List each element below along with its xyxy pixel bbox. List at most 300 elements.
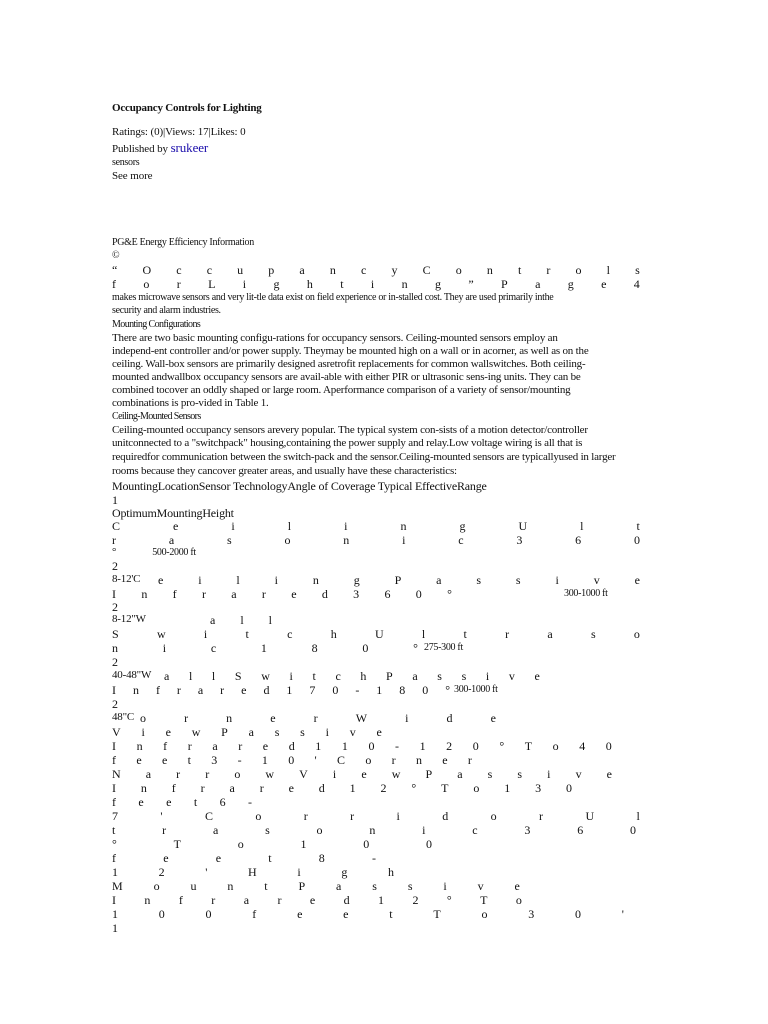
table-line-prefix: 8-12"W <box>112 613 146 625</box>
glyph: S <box>234 669 242 683</box>
table-line-prefix: 8-12'C <box>112 573 141 585</box>
glyph: e <box>291 587 297 601</box>
glyph: t <box>463 627 467 641</box>
paragraph-line: independ-ent controller and/or power supply. Theymay be mounted high on a wall or in acorner, as well as on the <box>112 345 589 357</box>
glyph: s <box>372 879 377 893</box>
glyph: f <box>171 781 176 795</box>
glyph: 0 <box>472 739 479 753</box>
glyph: o <box>473 781 480 795</box>
glyph: e <box>241 683 247 697</box>
glyph: V <box>112 725 121 739</box>
glyph: w <box>391 767 401 781</box>
glyph: i <box>402 533 406 547</box>
glyph: s <box>590 627 596 641</box>
glyph: e <box>490 711 496 725</box>
glyph: 8 <box>318 851 325 865</box>
table-line <box>112 879 520 893</box>
glyph: 1 <box>286 683 293 697</box>
glyph: 3 <box>516 533 523 547</box>
glyph: P <box>221 725 228 739</box>
glyph: n <box>112 641 118 655</box>
glyph: n <box>329 263 336 277</box>
table-line <box>112 739 612 753</box>
glyph: O <box>142 263 152 277</box>
paragraph-line: mounted andwallbox occupancy sensors are avail-able with either PIR or ultrasonic sens-ing units. They can be <box>112 371 581 383</box>
glyph: T <box>480 893 488 907</box>
table-line <box>112 907 624 921</box>
org-line: PG&E Energy Efficiency Information <box>112 237 254 248</box>
glyph: o <box>234 767 241 781</box>
range-value: 500-2000 ft <box>152 547 196 558</box>
glyph: n <box>401 277 408 291</box>
glyph: i <box>332 767 337 781</box>
glyph: e <box>166 795 172 809</box>
glyph: a <box>197 683 204 697</box>
glyph: r <box>187 739 192 753</box>
glyph: h <box>387 865 394 879</box>
glyph: g <box>434 277 441 291</box>
table-line: 1 <box>112 921 118 935</box>
glyph: o <box>575 263 582 277</box>
glyph: n <box>144 893 151 907</box>
glyph: o <box>490 809 497 823</box>
glyph: i <box>162 641 167 655</box>
glyph: r <box>184 711 189 725</box>
glyph: t <box>312 669 316 683</box>
glyph: ' <box>205 865 208 879</box>
glyph: s <box>461 669 467 683</box>
glyph: ° <box>411 781 417 795</box>
glyph: P <box>394 573 402 587</box>
glyph: 1 <box>504 781 511 795</box>
glyph: P <box>298 879 306 893</box>
glyph: 0 <box>633 533 640 547</box>
glyph: r <box>261 587 266 601</box>
glyph: 0 <box>332 683 339 697</box>
document-title: Occupancy Controls for Lighting <box>112 102 262 114</box>
glyph: w <box>261 669 270 683</box>
glyph: 1 <box>378 893 385 907</box>
glyph: r <box>205 767 210 781</box>
glyph: e <box>173 519 179 533</box>
table-line: 2 <box>112 697 118 711</box>
glyph: ” <box>468 277 474 291</box>
glyph: h <box>330 627 337 641</box>
glyph: t <box>636 519 640 533</box>
glyph: l <box>240 613 244 627</box>
glyph: U <box>374 627 384 641</box>
glyph: t <box>187 753 191 767</box>
glyph: d <box>446 711 453 725</box>
glyph: n <box>226 711 233 725</box>
paragraph-line: security and alarm industries. <box>112 305 221 316</box>
glyph: I <box>112 587 116 601</box>
glyph: 0 <box>425 837 432 851</box>
table-line <box>112 753 472 767</box>
glyph: 1 <box>315 739 322 753</box>
glyph: 0 <box>368 739 375 753</box>
glyph: r <box>211 893 216 907</box>
glyph: n <box>369 823 376 837</box>
glyph: i <box>274 573 278 587</box>
glyph: f <box>172 587 177 601</box>
glyph: - <box>355 683 360 697</box>
glyph: a <box>547 627 553 641</box>
glyph: f <box>163 739 168 753</box>
glyph: 0 <box>422 683 429 697</box>
glyph: ° <box>445 683 450 697</box>
glyph: h <box>306 277 313 291</box>
glyph: c <box>176 263 182 277</box>
quote-line-2 <box>112 277 640 291</box>
glyph: d <box>442 809 449 823</box>
glyph: w <box>156 627 166 641</box>
glyph: n <box>132 683 139 697</box>
glyph: l <box>268 613 272 627</box>
glyph: a <box>212 823 219 837</box>
glyph: ' <box>314 753 317 767</box>
publisher-line <box>112 140 208 156</box>
glyph: U <box>518 519 528 533</box>
glyph: d <box>318 781 325 795</box>
glyph: p <box>268 263 275 277</box>
glyph: a <box>210 613 216 627</box>
glyph: r <box>201 587 206 601</box>
glyph: 1 <box>112 907 118 921</box>
glyph: P <box>386 669 393 683</box>
glyph: a <box>248 725 254 739</box>
glyph: e <box>514 879 520 893</box>
section-heading-ceiling: Ceiling-Mounted Sensors <box>112 411 201 422</box>
table-line <box>164 669 540 683</box>
degree-mark: ° <box>112 546 117 558</box>
glyph: e <box>165 725 171 739</box>
glyph: s <box>635 263 640 277</box>
glyph: s <box>517 767 523 781</box>
glyph: S <box>112 627 119 641</box>
glyph: r <box>238 739 243 753</box>
glyph: e <box>343 907 349 921</box>
glyph: v <box>593 573 600 587</box>
glyph: e <box>136 753 142 767</box>
glyph: 1 <box>376 683 383 697</box>
glyph: H <box>248 865 257 879</box>
glyph: I <box>112 893 116 907</box>
glyph: r <box>176 767 181 781</box>
glyph: 2 <box>446 739 453 753</box>
paragraph-line: requiredfor communication between the switch-pack and the sensor.Ceiling-mounted sensors are typicallyused in larger <box>112 451 616 463</box>
glyph: o <box>552 739 559 753</box>
glyph: - <box>247 795 252 809</box>
glyph: V <box>299 767 308 781</box>
glyph: r <box>391 753 396 767</box>
table-line: 2 <box>112 559 118 573</box>
glyph: e <box>297 907 303 921</box>
table-line <box>158 573 640 587</box>
glyph: 0 <box>415 587 422 601</box>
glyph: 0 <box>629 823 636 837</box>
glyph: g <box>353 573 360 587</box>
table-line <box>112 725 382 739</box>
glyph: d <box>263 683 270 697</box>
glyph: 7 <box>112 809 118 823</box>
glyph: 0 <box>362 641 369 655</box>
section-heading-mounting: Mounting Configurations <box>112 319 201 330</box>
glyph: I <box>112 683 116 697</box>
glyph: o <box>316 823 323 837</box>
glyph: d <box>343 893 350 907</box>
table-line <box>112 546 196 558</box>
glyph: N <box>112 767 121 781</box>
glyph: i <box>396 809 400 823</box>
glyph: l <box>236 573 240 587</box>
glyph: r <box>539 809 544 823</box>
table-line <box>112 781 572 795</box>
glyph: a <box>231 587 237 601</box>
glyph: s <box>407 879 413 893</box>
glyph: e <box>161 753 168 767</box>
paragraph-line: makes microwave sensors and very lit-tle data exist on field experience or in-stalled cost. They are used primarily inthe <box>112 292 554 303</box>
glyph: f <box>112 851 116 865</box>
glyph: c <box>210 641 217 655</box>
glyph: t <box>517 263 522 277</box>
glyph: s <box>300 725 305 739</box>
glyph: d <box>321 587 328 601</box>
see-more-link[interactable]: See more <box>112 170 153 182</box>
glyph: ° <box>112 837 117 851</box>
glyph: t <box>340 277 344 291</box>
glyph: e <box>163 851 169 865</box>
glyph: o <box>255 809 262 823</box>
glyph: - <box>237 753 242 767</box>
glyph: n <box>400 519 407 533</box>
glyph: a <box>243 893 250 907</box>
glyph: i <box>422 823 426 837</box>
glyph: i <box>370 277 375 291</box>
glyph: u <box>190 879 197 893</box>
glyph: a <box>336 879 342 893</box>
copyright-symbol: © <box>112 250 120 261</box>
paragraph-line: combined tocover an oddly shaped or large room. Aperformance comparison of a variety of sensor/mounting <box>112 384 571 396</box>
glyph: n <box>141 587 148 601</box>
glyph: r <box>220 683 225 697</box>
glyph: f <box>252 907 257 921</box>
table-line-prefix: 48"C <box>112 711 135 723</box>
table-line <box>112 533 640 547</box>
glyph: o <box>365 753 372 767</box>
glyph: y <box>391 263 398 277</box>
glyph: n <box>486 263 493 277</box>
table-line <box>112 795 252 809</box>
glyph: s <box>476 573 482 587</box>
glyph: s <box>437 669 442 683</box>
stats-line: Ratings: (0)|Views: 17|Likes: 0 <box>112 126 246 138</box>
glyph: a <box>168 533 175 547</box>
glyph: 6 <box>384 587 391 601</box>
glyph: T <box>433 907 441 921</box>
glyph: v <box>575 767 582 781</box>
published-by-label: Published by <box>112 143 171 155</box>
author-link[interactable]: srukeer <box>170 140 209 155</box>
glyph: ° <box>447 587 452 601</box>
glyph: i <box>325 725 329 739</box>
glyph: 3 <box>535 781 542 795</box>
table-line: 2 <box>112 655 118 669</box>
glyph: i <box>443 879 447 893</box>
glyph: a <box>299 263 305 277</box>
glyph: i <box>231 519 235 533</box>
glyph: t <box>264 879 268 893</box>
glyph: c <box>360 263 367 277</box>
glyph: o <box>237 837 244 851</box>
glyph: 0 <box>575 907 581 921</box>
glyph: r <box>546 263 551 277</box>
glyph: r <box>259 781 264 795</box>
glyph: c <box>458 533 464 547</box>
glyph: 0 <box>158 907 165 921</box>
glyph: t <box>112 823 116 837</box>
glyph: 4 <box>633 277 640 291</box>
glyph: e <box>288 781 294 795</box>
paragraph-line: unitconnected to a "switchpack" housing,containing the power supply and relay.Low voltage wiring is all that is <box>112 437 583 449</box>
glyph: T <box>173 837 181 851</box>
glyph: 2 <box>412 893 419 907</box>
glyph: W <box>355 711 368 725</box>
glyph: l <box>636 809 640 823</box>
glyph: 0 <box>565 781 572 795</box>
tag-link[interactable]: sensors <box>112 157 140 168</box>
glyph: n <box>136 739 143 753</box>
glyph: ° <box>446 893 452 907</box>
glyph: e <box>376 725 382 739</box>
glyph: i <box>344 519 348 533</box>
glyph: g <box>273 277 280 291</box>
paragraph-line: rooms because they cancover greater areas, and usually have these characteristics: <box>112 465 457 477</box>
glyph: e <box>601 277 607 291</box>
glyph: i <box>203 627 208 641</box>
glyph: d <box>288 739 295 753</box>
glyph: s <box>487 767 493 781</box>
glyph: u <box>237 263 244 277</box>
glyph: 2 <box>158 865 165 879</box>
glyph: o <box>481 907 488 921</box>
table-line <box>112 893 522 907</box>
glyph: ' <box>160 809 163 823</box>
glyph: v <box>508 669 515 683</box>
glyph: L <box>208 277 216 291</box>
range-value: 275-300 ft <box>424 642 463 653</box>
glyph: t <box>389 907 393 921</box>
table-line: 1 <box>112 493 118 507</box>
glyph: f <box>155 683 160 697</box>
glyph: U <box>585 809 595 823</box>
glyph: 2 <box>380 781 387 795</box>
table-line <box>140 711 496 725</box>
glyph: t <box>268 851 272 865</box>
glyph: r <box>200 781 205 795</box>
glyph: C <box>336 753 345 767</box>
glyph: 4 <box>579 739 586 753</box>
range-value: 300-1000 ft <box>454 684 498 695</box>
glyph: a <box>145 767 152 781</box>
glyph: r <box>112 533 116 547</box>
glyph: 6 <box>577 823 584 837</box>
glyph: s <box>515 573 521 587</box>
glyph: a <box>412 669 418 683</box>
glyph: I <box>112 781 116 795</box>
glyph: “ <box>112 263 118 277</box>
glyph: r <box>176 277 181 291</box>
glyph: - <box>371 851 376 865</box>
table-line <box>112 519 640 533</box>
glyph: I <box>112 739 116 753</box>
glyph: a <box>164 669 170 683</box>
glyph: M <box>112 879 123 893</box>
glyph: a <box>436 573 442 587</box>
glyph: g <box>341 865 348 879</box>
glyph: e <box>138 795 144 809</box>
glyph: P <box>425 767 433 781</box>
glyph: l <box>580 519 584 533</box>
glyph: g <box>459 519 466 533</box>
paragraph-line: ceiling. Wall-box sensors are primarily designed asretrofit replacements for common wallswitches. Both ceiling- <box>112 358 586 370</box>
glyph: 1 <box>260 641 267 655</box>
glyph: c <box>472 823 478 837</box>
glyph: e <box>361 767 367 781</box>
glyph: w <box>191 725 201 739</box>
glyph: i <box>198 573 202 587</box>
table-line <box>112 851 376 865</box>
glyph: o <box>153 879 160 893</box>
glyph: n <box>227 879 234 893</box>
glyph: s <box>226 533 232 547</box>
glyph: f <box>112 277 116 291</box>
glyph: n <box>343 533 350 547</box>
glyph: r <box>350 809 355 823</box>
glyph: r <box>505 627 510 641</box>
glyph: n <box>415 753 422 767</box>
glyph: r <box>162 823 167 837</box>
glyph: e <box>606 767 612 781</box>
glyph: 7 <box>309 683 316 697</box>
glyph: a <box>229 781 235 795</box>
glyph: e <box>442 753 448 767</box>
table-line <box>112 809 640 823</box>
glyph: g <box>567 277 574 291</box>
glyph: e <box>158 573 164 587</box>
glyph: h <box>360 669 367 683</box>
glyph: e <box>534 669 540 683</box>
glyph: 0 <box>205 907 212 921</box>
glyph: 0 <box>605 739 612 753</box>
glyph: a <box>457 767 463 781</box>
glyph: 8 <box>399 683 406 697</box>
glyph: i <box>242 277 247 291</box>
glyph: e <box>262 739 269 753</box>
glyph: 3 <box>353 587 360 601</box>
glyph: 6 <box>219 795 226 809</box>
glyph: P <box>501 277 508 291</box>
glyph: ' <box>621 907 624 921</box>
paragraph-line: Ceiling-mounted occupancy sensors arevery popular. The typical system con-sists of a motion detector/controller <box>112 424 588 436</box>
glyph: i <box>547 767 551 781</box>
glyph: l <box>421 627 426 641</box>
glyph: s <box>274 725 280 739</box>
table-header: MountingLocationSensor TechnologyAngle of Coverage Typical EffectiveRange <box>112 479 487 493</box>
table-line <box>112 627 640 641</box>
glyph: C <box>204 809 213 823</box>
glyph: a <box>212 739 218 753</box>
